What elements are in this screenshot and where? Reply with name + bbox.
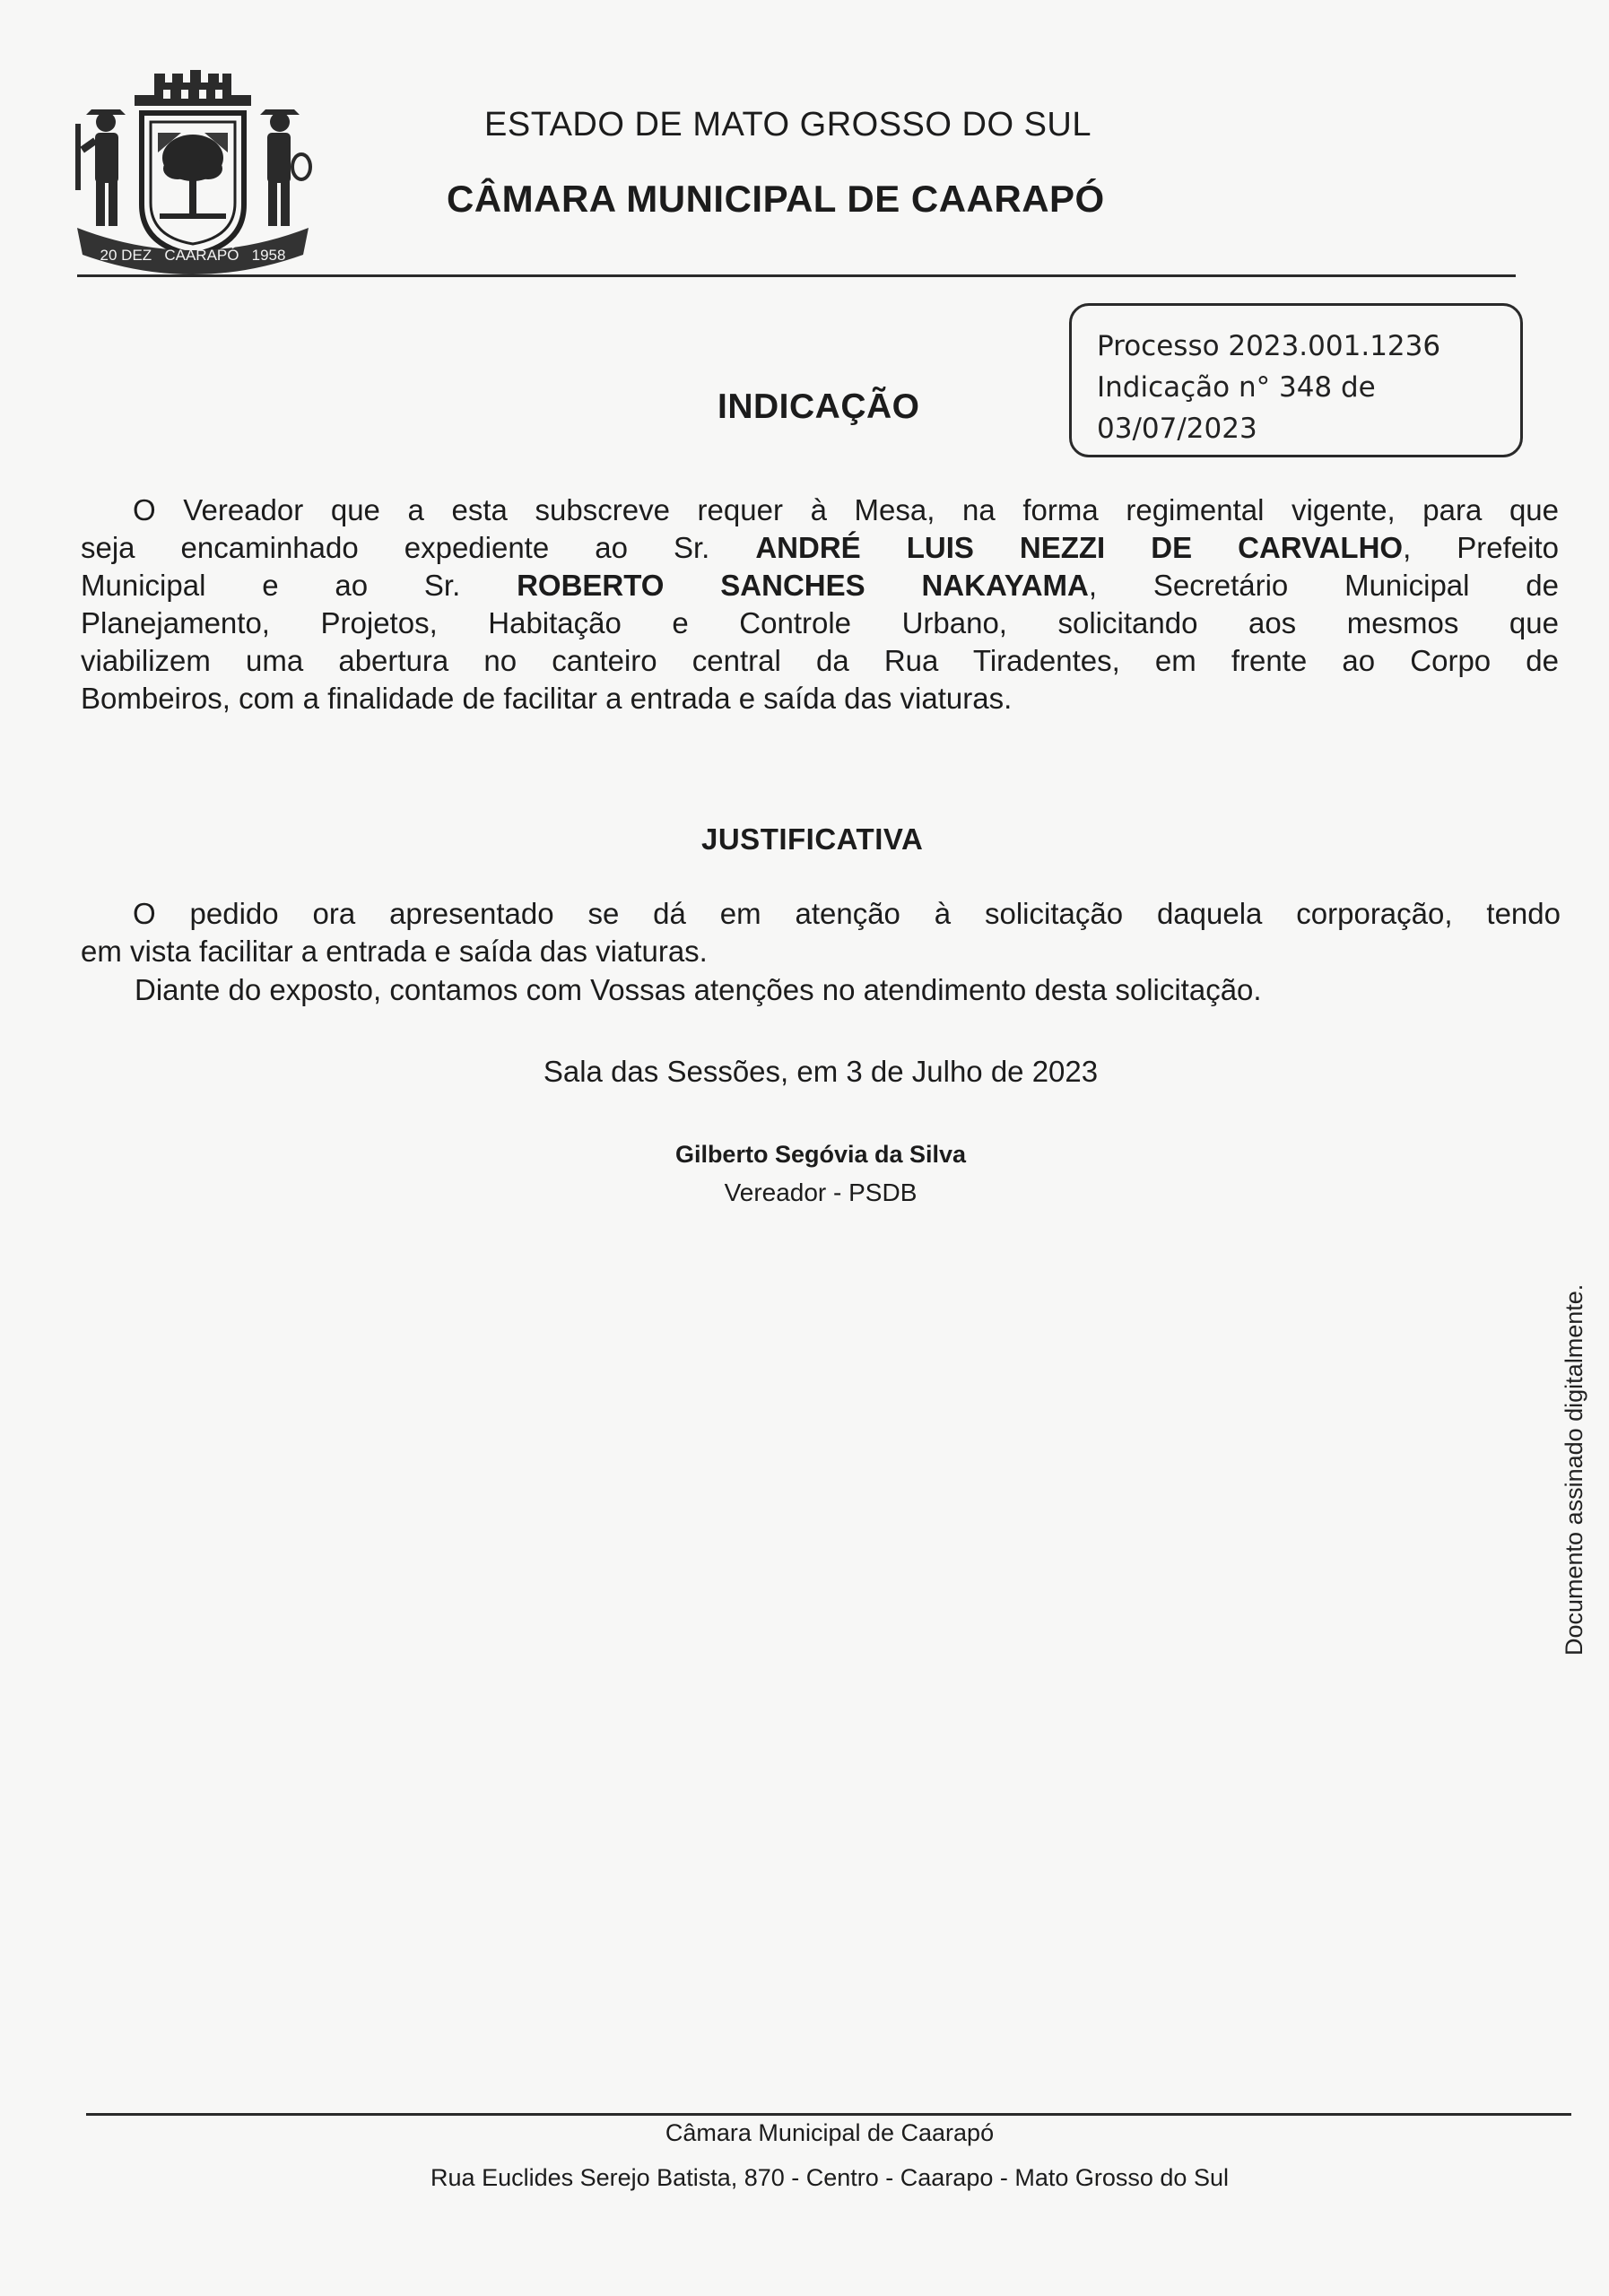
paragraph-line bbox=[81, 567, 1559, 604]
text-run: Municipal e ao Sr. bbox=[81, 569, 517, 602]
footer-divider bbox=[86, 2113, 1571, 2116]
place-and-date: Sala das Sessões, em 3 de Julho de 2023 bbox=[543, 1055, 1099, 1088]
signer-role: Vereador - PSDB bbox=[724, 1178, 918, 1206]
footer-address: Rua Euclides Serejo Batista, 870 - Centro - Caarapo - Mato Grosso do Sul bbox=[431, 2164, 1229, 2191]
header-divider bbox=[77, 274, 1516, 277]
paragraph-line: viabilizem uma abertura no canteiro central da Rua Tiradentes, em frente ao Corpo de bbox=[81, 644, 1559, 677]
secretary-name: ROBERTO SANCHES NAKAYAMA bbox=[517, 569, 1089, 602]
crest-ribbon-text: 20 DEZ CAARAPÓ 1958 bbox=[100, 247, 286, 264]
text-run: seja encaminhado expediente ao Sr. bbox=[81, 531, 756, 564]
mayor-name: ANDRÉ LUIS NEZZI DE CARVALHO bbox=[755, 531, 1404, 564]
closing-paragraph: Diante do exposto, contamos com Vossas atenções no atendimento desta solicitação. bbox=[135, 973, 1262, 1006]
paragraph-line: Bombeiros, com a finalidade de facilitar a entrada e saída das viaturas. bbox=[81, 682, 1013, 715]
process-number: Processo 2023.001.1236 bbox=[1097, 330, 1441, 362]
justification-paragraph bbox=[81, 895, 1561, 970]
paragraph-line: em vista facilitar a entrada e saída das viaturas. bbox=[81, 935, 708, 968]
signer-name: Gilberto Segóvia da Silva bbox=[674, 1141, 967, 1168]
state-heading: ESTADO DE MATO GROSSO DO SUL bbox=[484, 106, 1092, 144]
municipal-crest-icon bbox=[72, 70, 314, 276]
paragraph-line: Planejamento, Projetos, Habitação e Controle Urbano, solicitando aos mesmos que bbox=[81, 606, 1559, 639]
indication-date: 03/07/2023 bbox=[1097, 413, 1257, 445]
text-run: , Secretário Municipal de bbox=[1088, 569, 1560, 602]
paragraph-line bbox=[81, 529, 1559, 567]
paragraph-line: O Vereador que a esta subscreve requer à Mesa, na forma regimental vigente, para que bbox=[133, 493, 1559, 526]
footer-institution: Câmara Municipal de Caarapó bbox=[665, 2119, 995, 2146]
digital-signature-note: Documento assinado digitalmente. bbox=[1561, 1283, 1587, 1656]
document-title: INDICAÇÃO bbox=[718, 387, 920, 426]
indication-number: Indicação n° 348 de bbox=[1097, 371, 1376, 404]
chamber-heading: CÂMARA MUNICIPAL DE CAARAPÓ bbox=[447, 178, 1105, 220]
request-paragraph bbox=[81, 491, 1559, 718]
justification-title: JUSTIFICATIVA bbox=[701, 822, 924, 856]
paragraph-line: O pedido ora apresentado se dá em atenção à solicitação daquela corporação, tendo bbox=[133, 897, 1561, 930]
text-run: , Prefeito bbox=[1403, 531, 1559, 564]
process-stamp-box bbox=[1069, 303, 1523, 457]
